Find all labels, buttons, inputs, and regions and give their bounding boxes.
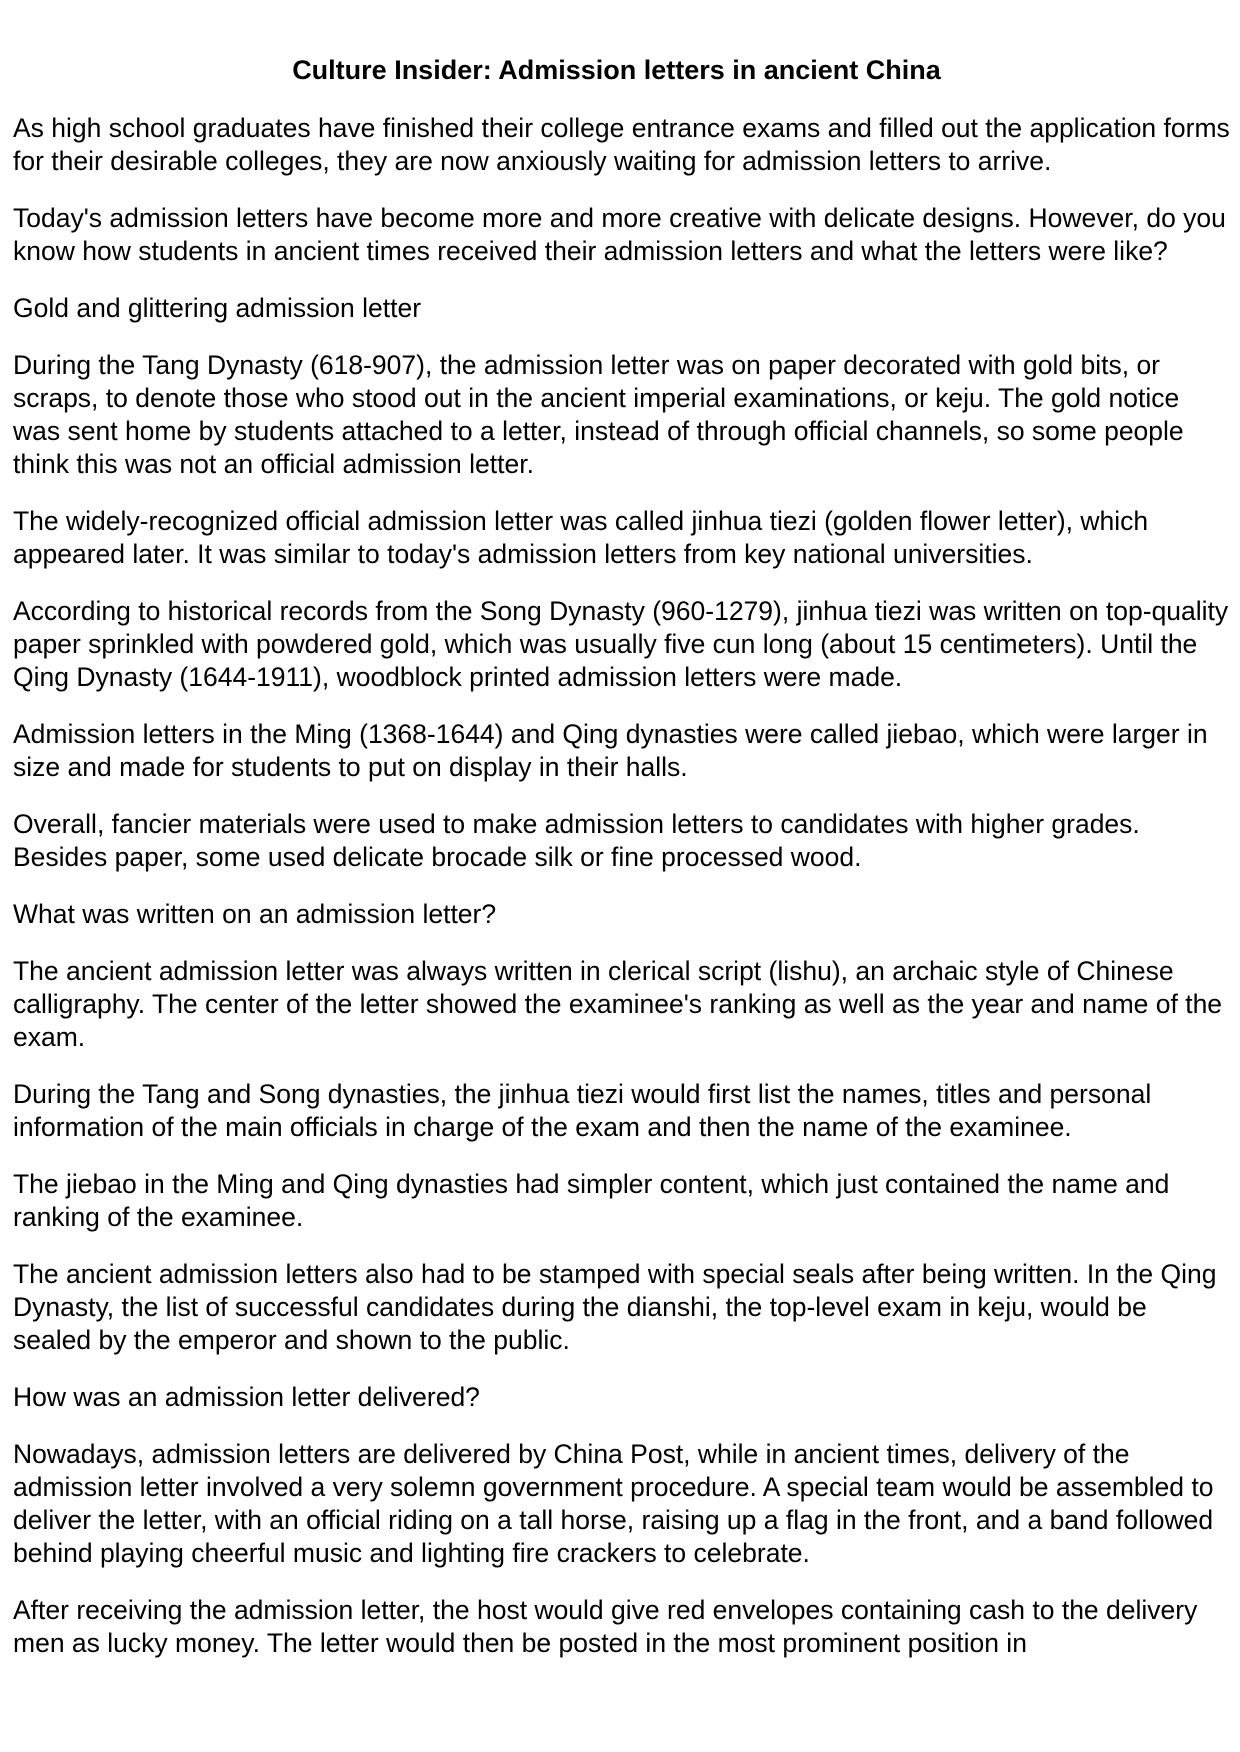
paragraph: Admission letters in the Ming (1368-1644) and Qing dynasties were called jiebao, which were larger in size and made for students to put on display in their halls. [13,719,1208,782]
section-heading-gold-letter: Gold and glittering admission letter [13,293,422,323]
section-heading-delivery: How was an admission letter delivered? [13,1382,480,1412]
paragraph: The widely-recognized official admission letter was called jinhua tiezi (golden flower letter), which appeared later. It was similar to today's admission letters from key national universities. [13,506,1149,569]
paragraph: The ancient admission letter was always written in clerical script (lishu), an archaic style of Chinese calligraphy. The center of the letter showed the examinee's ranking as well as the year and name of the exam. [13,956,1223,1052]
paragraph: The ancient admission letters also had to be stamped with special seals after being written. In the Qing Dynasty, the list of successful candidates during the dianshi, the top-level exam in keju, would be sealed by the emperor and shown to the public. [13,1259,1217,1355]
paragraph: During the Tang and Song dynasties, the jinhua tiezi would first list the names, titles and personal information of the main officials in charge of the exam and then the name of the examinee. [13,1079,1152,1142]
article-body [13,112,1230,1660]
paragraph-truncated: After receiving the admission letter, the host would give red envelopes containing cash to the delivery men as lucky money. The letter would then be posted in the most prominent position in [13,1595,1198,1658]
paragraph: The jiebao in the Ming and Qing dynasties had simpler content, which just contained the name and ranking of the examinee. [13,1169,1170,1232]
paragraph: During the Tang Dynasty (618-907), the admission letter was on paper decorated with gold bits, or scraps, to denote those who stood out in the ancient imperial examinations, or keju. The gold notice was sent home by students attached to a letter, instead of through official channels, so some people think this was not an official admission letter. [13,350,1184,479]
paragraph: According to historical records from the Song Dynasty (960-1279), jinhua tiezi was written on top-quality paper sprinkled with powdered gold, which was usually five cun long (about 15 centimeters). Until the Qing Dynasty (1644-1911), woodblock printed admission letters were made. [13,596,1229,692]
paragraph: Today's admission letters have become more and more creative with delicate designs. However, do you know how students in ancient times received their admission letters and what the letters were like? [13,203,1226,266]
paragraph: Nowadays, admission letters are delivered by China Post, while in ancient times, delivery of the admission letter involved a very solemn government procedure. A special team would be assembled to deliver the letter, with an official riding on a tall horse, raising up a flag in the front, and a band followed behind playing cheerful music and lighting fire crackers to celebrate. [13,1439,1214,1568]
section-heading-letter-content: What was written on an admission letter? [13,899,497,929]
paragraph-intro: As high school graduates have finished their college entrance exams and filled out the application forms for their desirable colleges, they are now anxiously waiting for admission letters to arrive. [13,113,1230,176]
article-title: Culture Insider: Admission letters in ancient China [292,55,941,85]
paragraph: Overall, fancier materials were used to make admission letters to candidates with higher grades. Besides paper, some used delicate brocade silk or fine processed wood. [13,809,1140,872]
